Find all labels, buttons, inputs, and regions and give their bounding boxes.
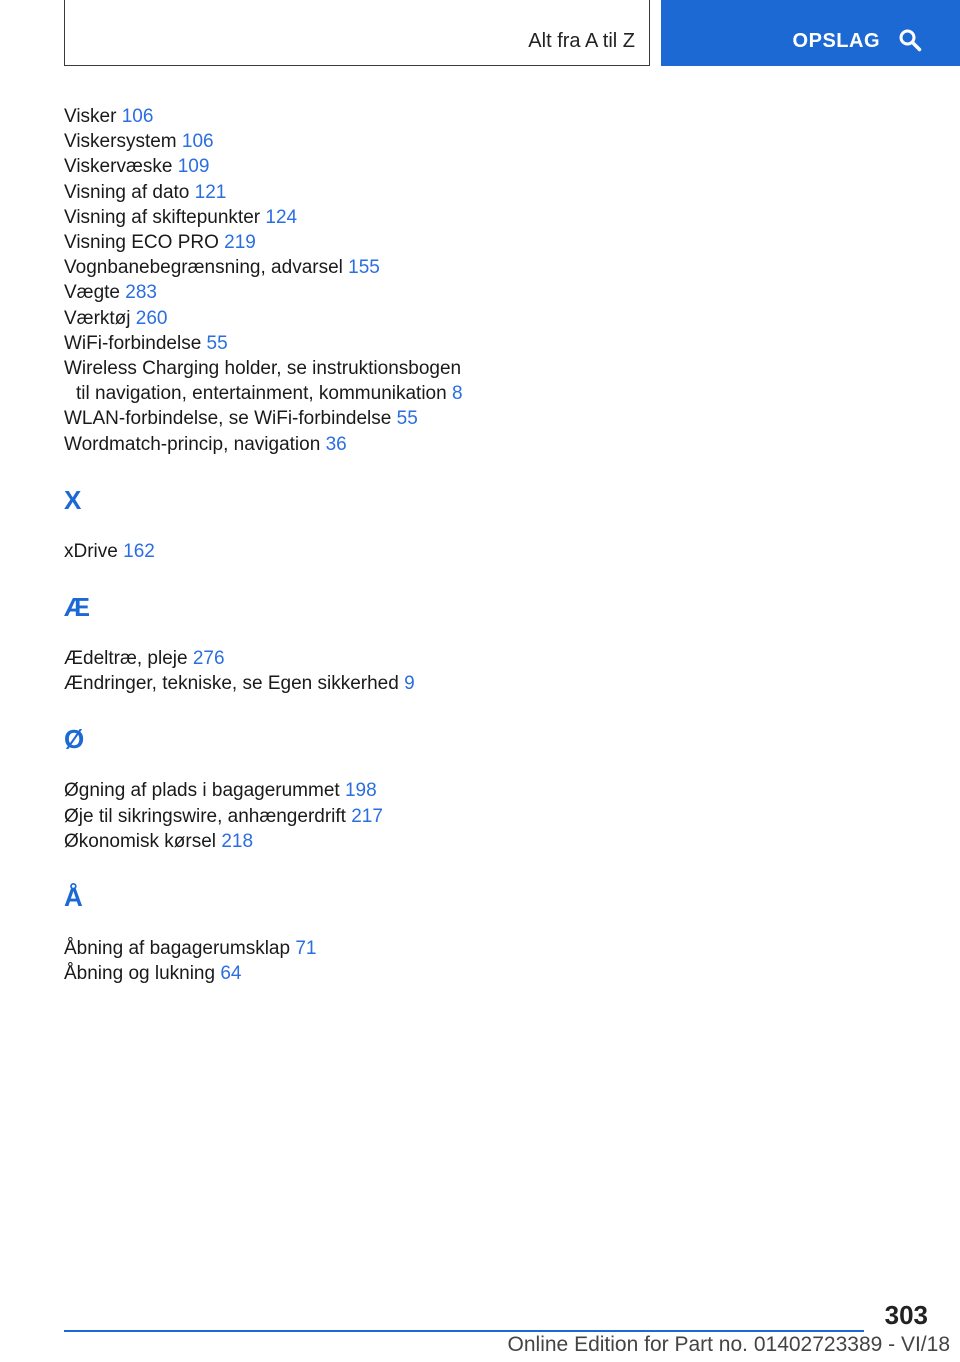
index-entry-text: Viskersystem [64,131,177,153]
index-entry-text: til navigation, entertainment, kommunikation [76,383,447,405]
page-reference-link[interactable]: 276 [192,648,225,670]
index-entry-text: Vognbanebegrænsning, advarsel [64,257,343,279]
index-entry [64,961,664,986]
index-entry-text: Øgning af plads i bagagerummet [64,780,340,802]
index-entry [64,804,664,829]
index-list [64,104,664,986]
page-reference-link[interactable]: 124 [265,206,298,228]
index-entry [64,778,664,803]
index-entry [64,646,664,671]
index-entry-text: Viskervæske [64,156,173,178]
index-letter-heading: Å [64,882,83,913]
index-entry [64,230,664,255]
index-entry-text: Økonomisk kørsel [64,830,217,852]
page-reference-link[interactable]: 198 [344,780,377,802]
index-entry-text: Øje til sikringswire, anhængerdrift [64,805,346,827]
index-entry-continuation [64,381,664,406]
page-reference-link[interactable]: 219 [224,232,256,254]
index-entry-text: Visning af skiftepunkter [64,206,261,228]
index-entry-text: WLAN-forbindelse, se WiFi-forbindelse [64,408,392,430]
index-entry [64,205,664,230]
index-entry-text: WiFi-forbindelse [64,332,202,354]
lookup-tab[interactable] [661,0,960,66]
index-entry-text: Åbning og lukning [64,963,216,985]
index-entry [64,539,664,564]
page-reference-link[interactable]: 36 [325,433,347,455]
page-reference-link[interactable]: 109 [177,156,210,178]
index-letter-heading: X [64,484,82,515]
page-reference-link[interactable]: 162 [123,540,155,562]
section-title: Alt fra A til Z [528,30,635,52]
page-reference-link[interactable]: 106 [181,131,214,153]
index-entry [64,671,664,696]
index-entry [64,255,664,280]
page-reference-link[interactable]: 64 [220,963,242,985]
index-letter-heading: Æ [64,592,90,623]
index-entry [64,936,664,961]
page-reference-link[interactable]: 9 [404,673,415,695]
index-entry-text: Åbning af bagagerumsklap [64,938,291,960]
index-entry [64,180,664,205]
index-entry [64,432,664,457]
index-entry-text: Værktøj [64,307,131,329]
index-entry [64,331,664,356]
index-entry [64,406,664,431]
index-entry [64,104,664,129]
index-entry-text: Wordmatch-princip, navigation [64,433,321,455]
page-reference-link[interactable]: 55 [396,408,418,430]
search-icon [898,28,922,52]
index-entry-text: Visning af dato [64,181,190,203]
page-reference-link[interactable]: 8 [451,383,463,405]
index-entry-text: Visker [64,106,117,127]
index-entry [64,129,664,154]
page-reference-link[interactable]: 217 [351,805,383,827]
edition-text: Online Edition for Part no. 01402723389 - VI/18 [507,1333,950,1356]
page-reference-link[interactable]: 106 [121,106,154,127]
index-entry [64,154,664,179]
index-entry [64,280,664,305]
index-entry-text: Visning ECO PRO [64,232,219,254]
index-entry-text: Wireless Charging holder, se instruktionsbogen [64,358,462,380]
index-entry-text: Ændringer, tekniske, se Egen sikkerhed [64,673,399,695]
index-entry [64,356,664,381]
page-reference-link[interactable]: 121 [194,181,227,203]
page-reference-link[interactable]: 260 [135,307,168,329]
page-reference-link[interactable]: 283 [125,282,157,304]
page-reference-link[interactable]: 55 [206,332,228,354]
index-letter-heading: Ø [64,724,85,755]
index-entry-text: xDrive [64,540,118,562]
header-section-box [64,0,650,66]
page-reference-link[interactable]: 218 [221,830,254,852]
index-entry-text: Vægte [64,282,120,304]
page-reference-link[interactable]: 71 [295,938,317,960]
index-entry [64,829,664,854]
index-entry [64,306,664,331]
lookup-tab-label: OPSLAG [792,29,880,52]
footer-divider [64,1330,864,1332]
page-reference-link[interactable]: 155 [348,257,380,279]
page-number: 303 [884,1300,928,1330]
index-entry-text: Ædeltræ, pleje [64,648,188,670]
